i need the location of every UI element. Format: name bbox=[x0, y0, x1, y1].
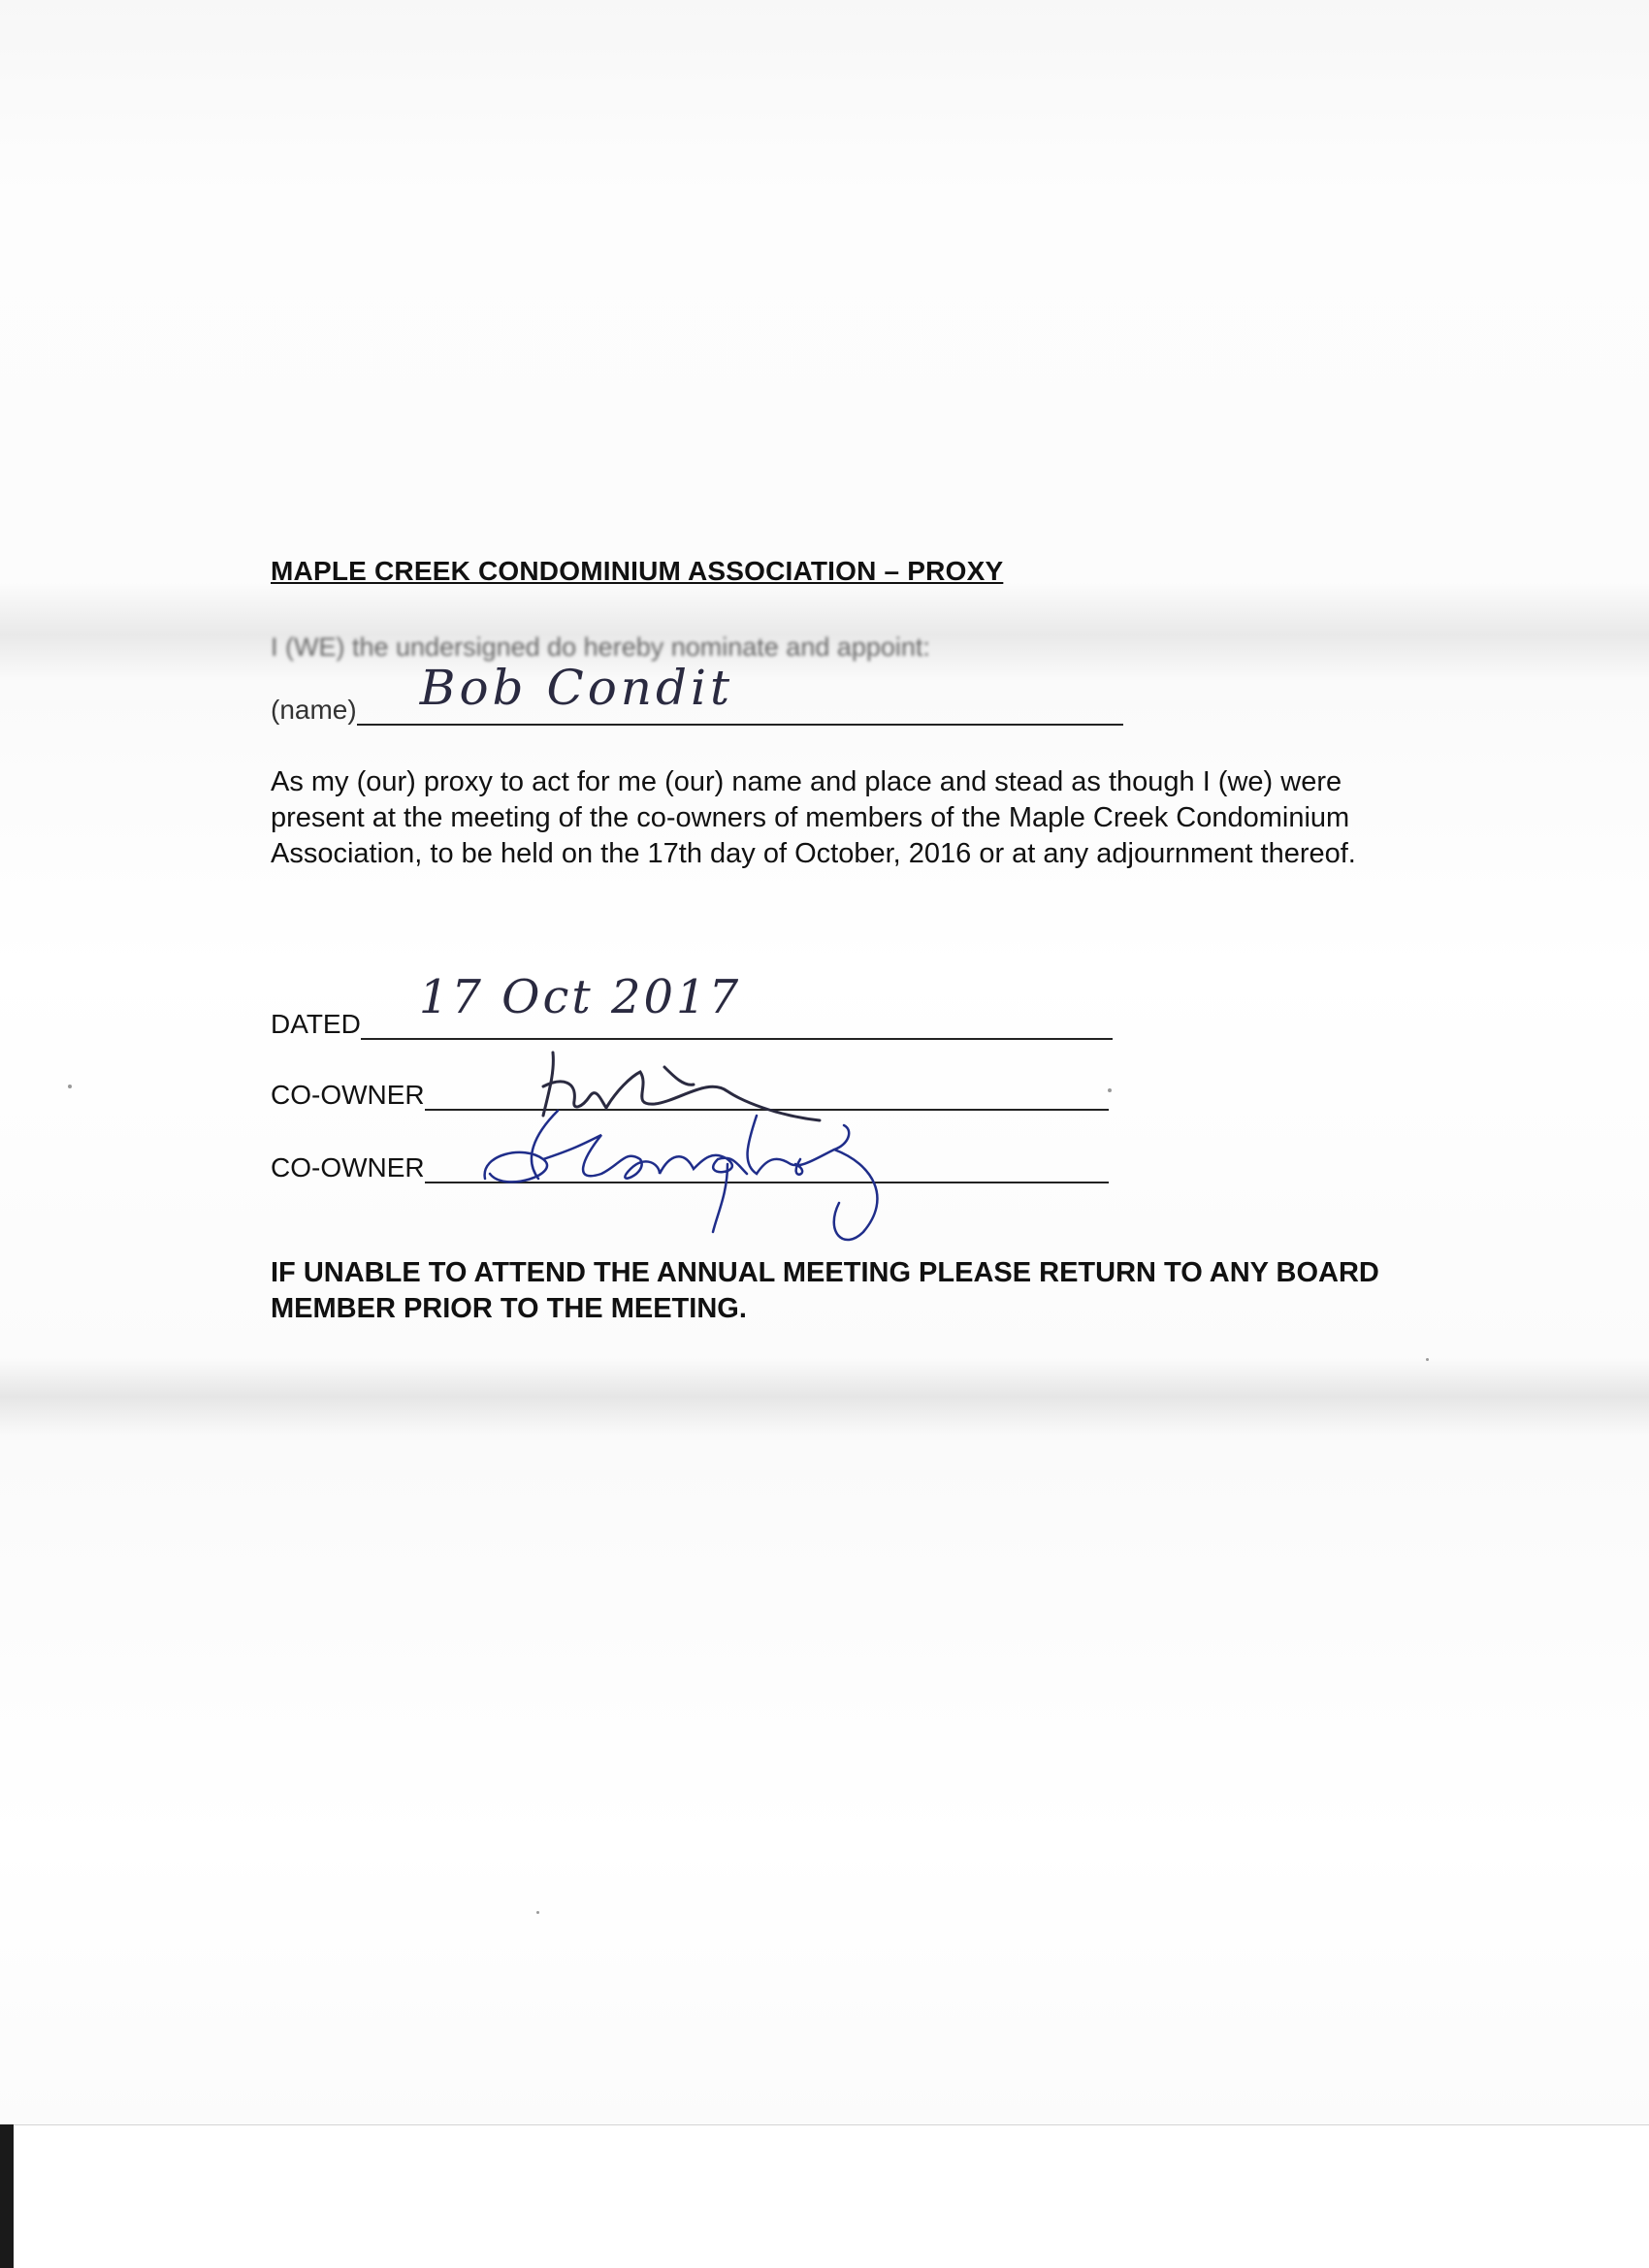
name-field-row bbox=[271, 660, 1123, 726]
co-owner-1-label: CO-OWNER bbox=[271, 1080, 425, 1110]
dated-label: DATED bbox=[271, 1009, 361, 1039]
scan-speck bbox=[1108, 1088, 1112, 1092]
name-label: (name) bbox=[271, 695, 357, 725]
proxy-paragraph: As my (our) proxy to act for me (our) name and place and stead as though I (we) were present at the meeting of the co-owners of members of the Maple Creek Condominium Association, to be held on the 17th day of October, 2016 or at any adjournment thereof. bbox=[271, 766, 1356, 869]
dated-field-row bbox=[271, 970, 1113, 1040]
dated-field[interactable] bbox=[361, 970, 1113, 1040]
name-field[interactable] bbox=[357, 660, 1123, 726]
scan-background bbox=[0, 2125, 1649, 2268]
appoint-statement: I (WE) the undersigned do hereby nominate and appoint: bbox=[271, 632, 930, 662]
dated-handwritten-value: 17 Oct 2017 bbox=[418, 970, 742, 1024]
scan-edge bbox=[0, 2124, 14, 2268]
scan-speck bbox=[536, 1911, 539, 1914]
co-owner-2-signature bbox=[466, 1106, 912, 1251]
return-instructions: IF UNABLE TO ATTEND THE ANNUAL MEETING PLEASE RETURN TO ANY BOARD MEMBER PRIOR TO THE MEETING. bbox=[271, 1257, 1379, 1324]
name-handwritten-value: Bob Condit bbox=[419, 660, 734, 716]
scan-speck bbox=[1426, 1358, 1429, 1361]
scan-speck bbox=[68, 1085, 72, 1088]
co-owner-2-label: CO-OWNER bbox=[271, 1152, 425, 1183]
form-title: MAPLE CREEK CONDOMINIUM ASSOCIATION – PROXY bbox=[271, 556, 1004, 586]
